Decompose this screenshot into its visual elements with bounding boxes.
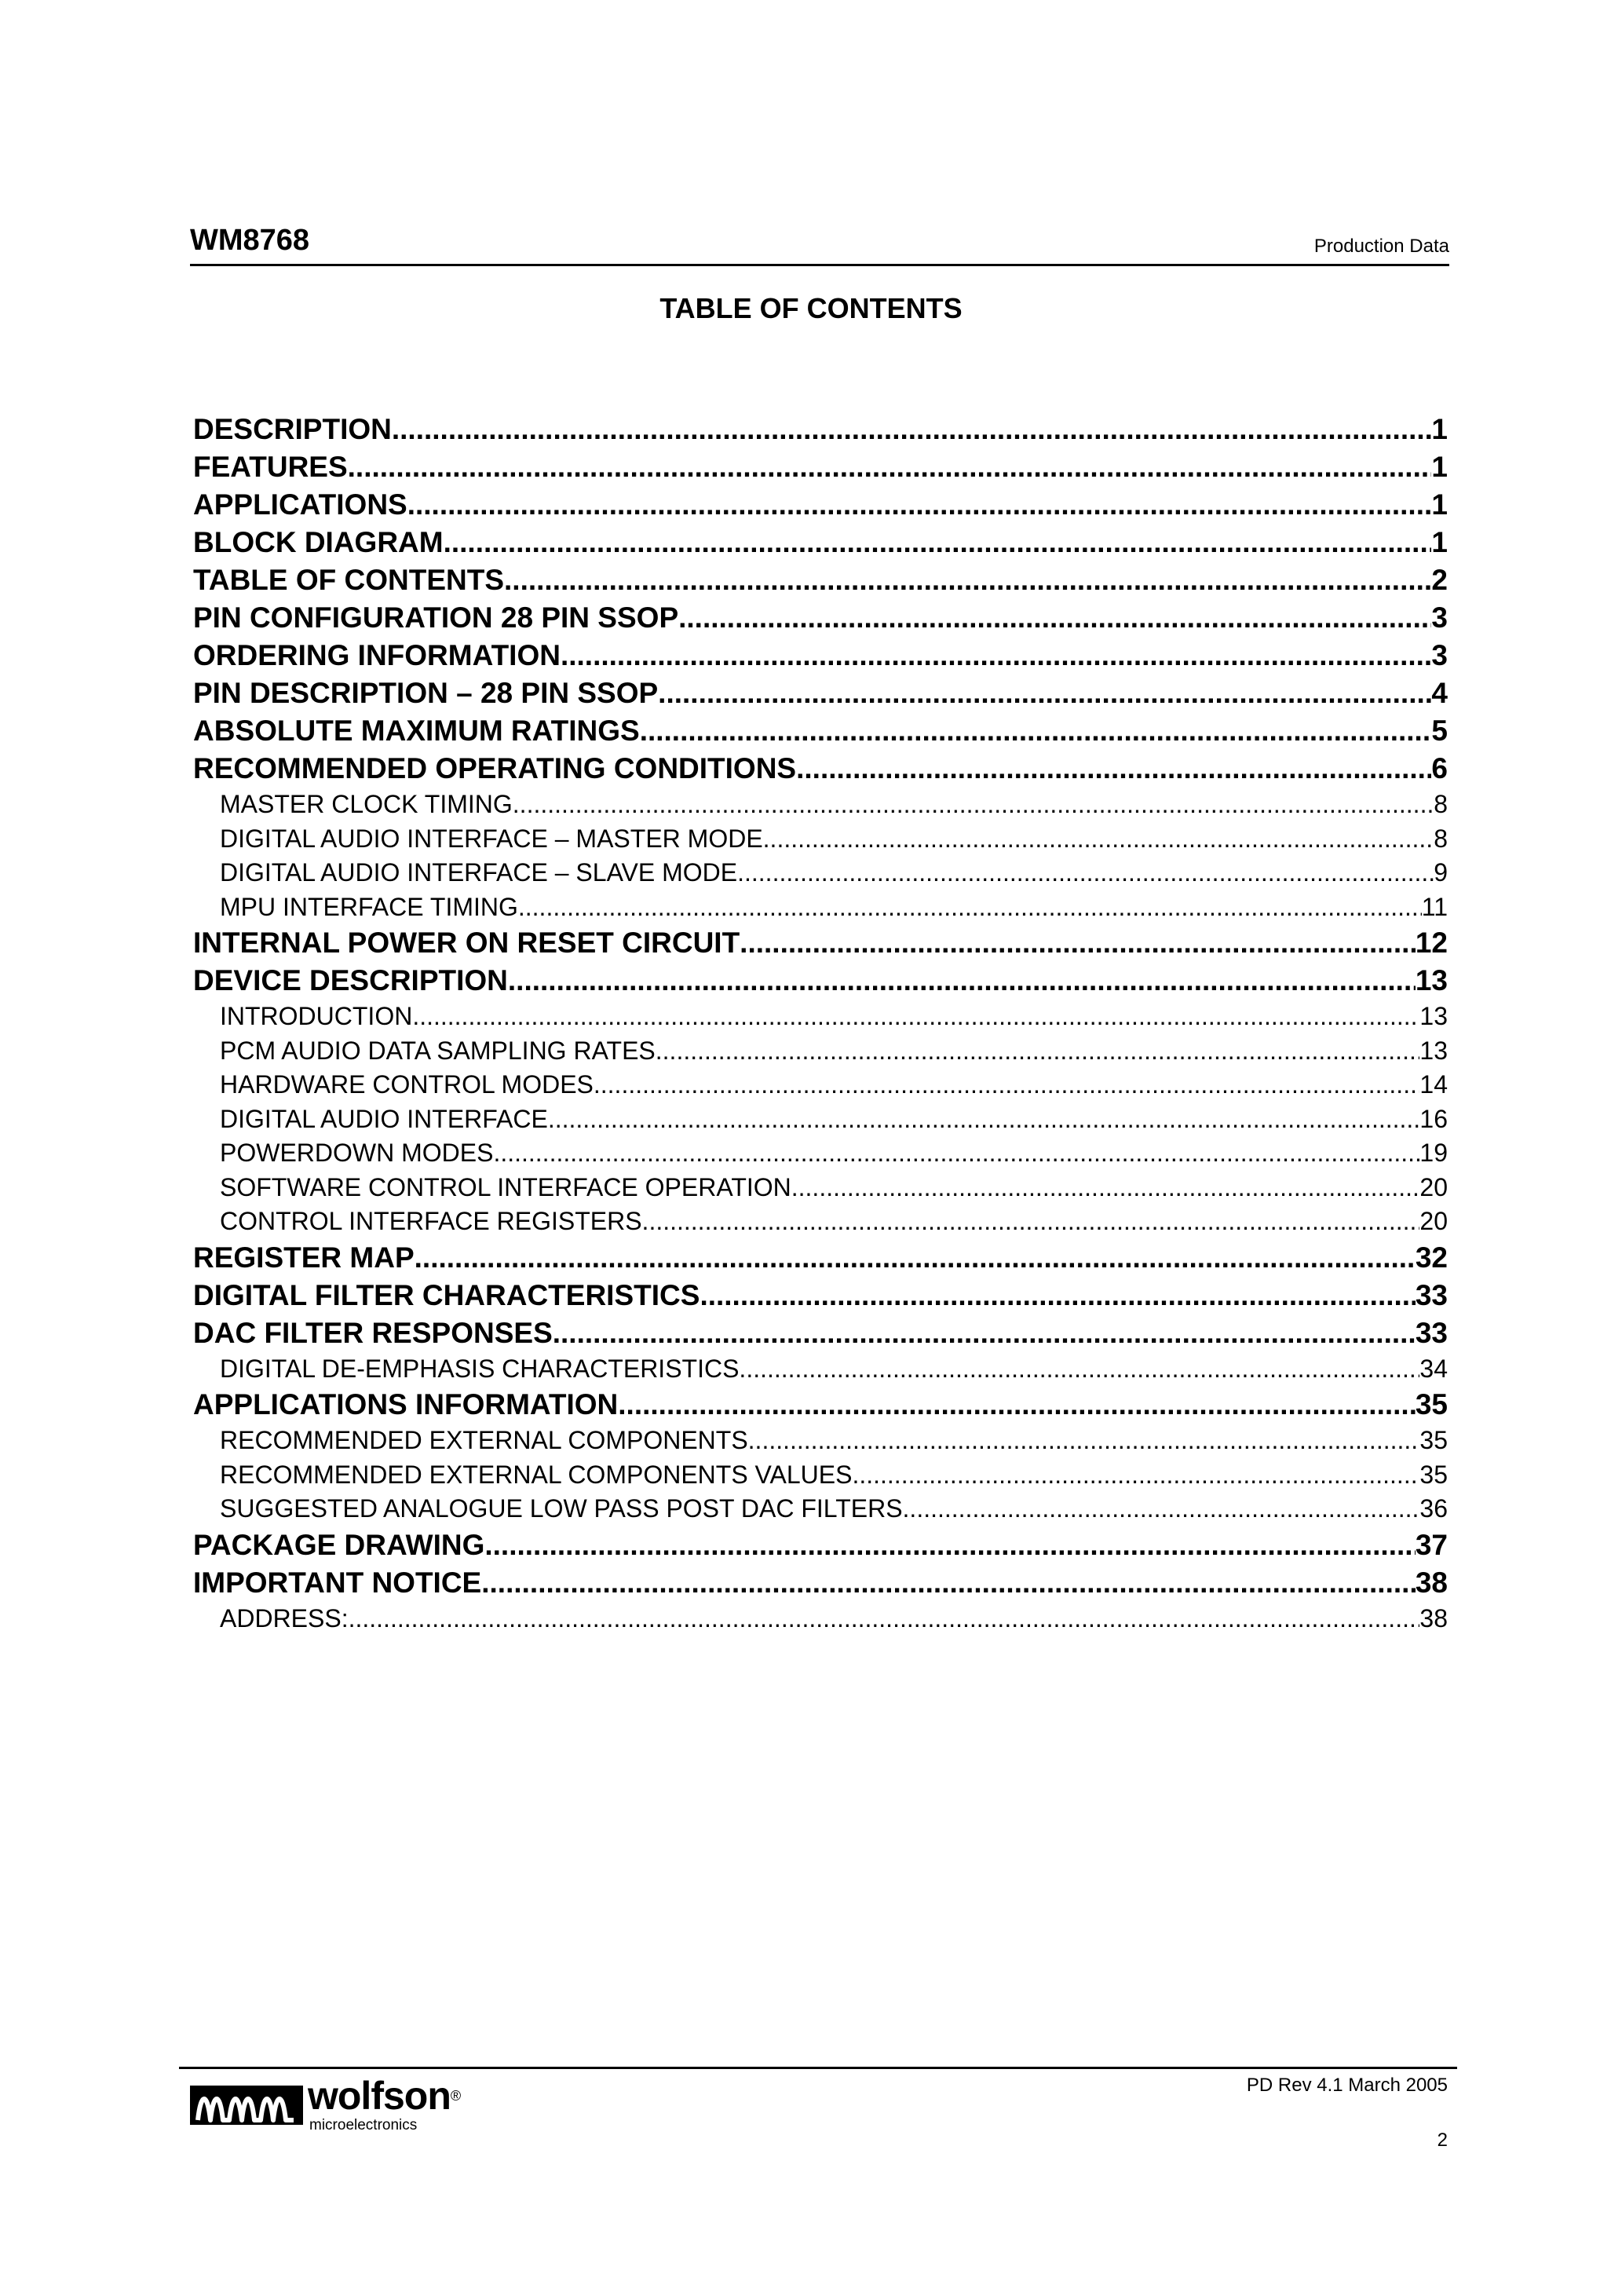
toc-entry[interactable] — [193, 1105, 1448, 1139]
toc-leader-dots — [656, 1036, 1420, 1066]
toc-page-number: 34 — [1419, 1354, 1448, 1383]
toc-page-number: 3 — [1431, 639, 1448, 671]
toc-leader-dots — [740, 927, 1416, 960]
toc-page-number: 20 — [1419, 1172, 1448, 1201]
toc-leader-dots — [748, 1426, 1420, 1455]
toc-entry-title: APPLICATIONS INFORMATION — [193, 1388, 619, 1420]
toc-page-number: 35 — [1415, 1388, 1448, 1420]
toc-page-number: 12 — [1415, 927, 1448, 959]
toc-page-number: 16 — [1419, 1104, 1448, 1133]
toc-page-number: 1 — [1431, 526, 1448, 558]
toc-page-number: 38 — [1415, 1566, 1448, 1599]
toc-entry[interactable] — [193, 824, 1448, 859]
toc-page-number: 9 — [1434, 858, 1448, 887]
toc-page-number: 6 — [1431, 752, 1448, 784]
toc-leader-dots — [553, 1317, 1416, 1350]
toc-page-number: 3 — [1431, 601, 1448, 634]
toc-leader-dots — [700, 1279, 1415, 1312]
toc-leader-dots — [518, 893, 1422, 922]
toc-leader-dots — [415, 1241, 1416, 1274]
toc-leader-dots — [548, 1105, 1420, 1134]
toc-entry[interactable] — [193, 601, 1448, 639]
toc-page-number: 19 — [1419, 1139, 1448, 1167]
toc-entry[interactable] — [193, 1139, 1448, 1173]
toc-leader-dots — [594, 1070, 1420, 1099]
toc-entry[interactable] — [193, 1461, 1448, 1495]
toc-leader-dots — [493, 1139, 1419, 1168]
toc-entry[interactable] — [193, 1241, 1448, 1279]
toc-entry[interactable] — [193, 1567, 1448, 1604]
toc-leader-dots — [796, 752, 1431, 785]
toc-entry[interactable] — [193, 1279, 1448, 1317]
toc-leader-dots — [392, 413, 1432, 446]
toc-entry-title: RECOMMENDED EXTERNAL COMPONENTS — [220, 1426, 748, 1454]
toc-entry-title: RECOMMENDED EXTERNAL COMPONENTS VALUES — [220, 1460, 853, 1489]
toc-page-number: 1 — [1431, 488, 1448, 521]
toc-leader-dots — [678, 601, 1431, 634]
toc-page-number: 13 — [1419, 1036, 1448, 1065]
toc-entry[interactable] — [193, 1207, 1448, 1241]
toc-entry-title: DAC FILTER RESPONSES — [193, 1316, 553, 1349]
toc-leader-dots — [412, 1002, 1419, 1031]
document-id: WM8768 — [190, 224, 310, 257]
toc-entry-title: FEATURES — [193, 451, 348, 483]
toc-entry[interactable] — [193, 1426, 1448, 1461]
toc-entry-title: TABLE OF CONTENTS — [193, 564, 505, 596]
toc-entry-title: ADDRESS: — [220, 1603, 349, 1632]
toc-leader-dots — [642, 1207, 1420, 1236]
toc-page-number: 2 — [1431, 564, 1448, 596]
toc-entry[interactable] — [193, 526, 1448, 564]
toc-page-number: 11 — [1421, 892, 1448, 921]
toc-entry-title: PACKAGE DRAWING — [193, 1528, 485, 1561]
toc-leader-dots — [504, 564, 1431, 597]
toc-entry[interactable] — [193, 488, 1448, 526]
toc-entry-title: HARDWARE CONTROL MODES — [220, 1070, 594, 1099]
toc-entry[interactable] — [193, 1355, 1448, 1389]
toc-leader-dots — [763, 824, 1434, 854]
toc-leader-dots — [903, 1494, 1420, 1523]
toc-page-number: 1 — [1431, 451, 1448, 483]
toc-leader-dots — [852, 1461, 1419, 1490]
toc-entry-title: APPLICATIONS — [193, 488, 407, 521]
toc-page-number: 35 — [1419, 1426, 1448, 1454]
toc-entry-title: DEVICE DESCRIPTION — [193, 964, 508, 996]
toc-leader-dots — [739, 1355, 1419, 1384]
toc-entry-title: ABSOLUTE MAXIMUM RATINGS — [193, 715, 640, 747]
toc-entry[interactable] — [193, 1173, 1448, 1208]
toc-entry-title: CONTROL INTERFACE REGISTERS — [220, 1207, 642, 1235]
toc-leader-dots — [349, 1604, 1420, 1633]
toc-entry-title: POWERDOWN MODES — [220, 1139, 494, 1167]
toc-leader-dots — [618, 1388, 1416, 1421]
toc-page-number: 37 — [1415, 1528, 1448, 1561]
toc-entry-title: DIGITAL AUDIO INTERFACE – SLAVE MODE — [220, 858, 738, 887]
table-of-contents — [193, 413, 1448, 1638]
toc-entry-title: PCM AUDIO DATA SAMPLING RATES — [220, 1036, 656, 1065]
toc-entry-title: MPU INTERFACE TIMING — [220, 892, 518, 921]
toc-entry[interactable] — [193, 1070, 1448, 1105]
toc-page-number: 1 — [1431, 413, 1448, 445]
toc-entry[interactable] — [193, 927, 1448, 964]
toc-page-number: 20 — [1419, 1207, 1448, 1235]
toc-entry-title: PIN CONFIGURATION 28 PIN SSOP — [193, 601, 679, 634]
brand-name: wolfson® — [308, 2074, 461, 2118]
toc-entry[interactable] — [193, 1002, 1448, 1036]
toc-entry-title: REGISTER MAP — [193, 1241, 415, 1274]
toc-page-number: 14 — [1419, 1070, 1448, 1099]
toc-entry[interactable] — [193, 1529, 1448, 1567]
toc-entry-title: SOFTWARE CONTROL INTERFACE OPERATION — [220, 1172, 791, 1201]
toc-leader-dots — [481, 1567, 1416, 1600]
toc-page-number: 36 — [1419, 1494, 1448, 1523]
toc-entry[interactable] — [193, 1604, 1448, 1639]
toc-entry-title: INTERNAL POWER ON RESET CIRCUIT — [193, 927, 740, 959]
toc-page-number: 13 — [1419, 1002, 1448, 1030]
toc-entry[interactable] — [193, 564, 1448, 601]
toc-entry-title: DIGITAL DE-EMPHASIS CHARACTERISTICS — [220, 1354, 740, 1383]
toc-heading: TABLE OF CONTENTS — [659, 292, 963, 324]
toc-entry-title: INTRODUCTION — [220, 1002, 413, 1030]
toc-entry-title: MASTER CLOCK TIMING — [220, 790, 513, 818]
toc-page-number: 8 — [1434, 790, 1448, 818]
toc-entry[interactable] — [193, 1494, 1448, 1529]
toc-page-number: 32 — [1415, 1241, 1448, 1274]
toc-page-number: 35 — [1419, 1460, 1448, 1489]
toc-entry-title: DIGITAL FILTER CHARACTERISTICS — [193, 1278, 700, 1311]
toc-entry-title: IMPORTANT NOTICE — [193, 1566, 482, 1599]
toc-entry[interactable] — [193, 1388, 1448, 1426]
toc-leader-dots — [561, 639, 1431, 672]
toc-entry[interactable] — [193, 964, 1448, 1002]
toc-leader-dots — [444, 526, 1432, 559]
toc-entry[interactable] — [193, 790, 1448, 824]
toc-page-number: 33 — [1415, 1278, 1448, 1311]
page-header — [190, 221, 1449, 266]
registered-mark: ® — [450, 2088, 461, 2104]
toc-page-number: 38 — [1419, 1603, 1448, 1632]
toc-entry[interactable] — [193, 1036, 1448, 1071]
toc-page-number: 13 — [1415, 964, 1448, 996]
toc-entry[interactable] — [193, 451, 1448, 488]
toc-entry[interactable] — [193, 893, 1448, 927]
toc-page-number: 4 — [1431, 677, 1448, 709]
toc-page-number: 33 — [1415, 1316, 1448, 1349]
brand-subtitle: microelectronics — [309, 2117, 418, 2133]
toc-entry[interactable] — [193, 413, 1448, 451]
toc-leader-dots — [737, 858, 1434, 887]
toc-entry-title: DIGITAL AUDIO INTERFACE — [220, 1104, 548, 1133]
toc-leader-dots — [407, 488, 1432, 521]
toc-entry[interactable] — [193, 1317, 1448, 1355]
toc-entry-title: PIN DESCRIPTION – 28 PIN SSOP — [193, 677, 659, 709]
toc-page-number: 8 — [1434, 824, 1448, 853]
document-status: Production Data — [1313, 236, 1449, 257]
toc-entry[interactable] — [193, 858, 1448, 893]
toc-page-number: 5 — [1431, 715, 1448, 747]
toc-entry[interactable] — [193, 752, 1448, 790]
toc-entry-title: SUGGESTED ANALOGUE LOW PASS POST DAC FILTERS — [220, 1494, 903, 1523]
toc-entry[interactable] — [193, 677, 1448, 715]
toc-leader-dots — [658, 677, 1431, 710]
revision-info: PD Rev 4.1 March 2005 — [1246, 2075, 1448, 2096]
page-number: 2 — [1437, 2130, 1448, 2151]
toc-entry[interactable] — [193, 639, 1448, 677]
toc-leader-dots — [348, 451, 1432, 484]
toc-leader-dots — [640, 715, 1432, 748]
toc-entry-title: RECOMMENDED OPERATING CONDITIONS — [193, 752, 797, 784]
toc-entry-title: ORDERING INFORMATION — [193, 639, 561, 671]
toc-leader-dots — [513, 790, 1434, 819]
toc-entry[interactable] — [193, 715, 1448, 752]
toc-leader-dots — [791, 1173, 1420, 1202]
toc-leader-dots — [484, 1529, 1415, 1562]
toc-entry-title: DIGITAL AUDIO INTERFACE – MASTER MODE — [220, 824, 763, 853]
footer-divider — [179, 2067, 1457, 2069]
toc-entry-title: BLOCK DIAGRAM — [193, 526, 444, 558]
toc-entry-title: DESCRIPTION — [193, 413, 392, 445]
toc-leader-dots — [508, 964, 1416, 997]
